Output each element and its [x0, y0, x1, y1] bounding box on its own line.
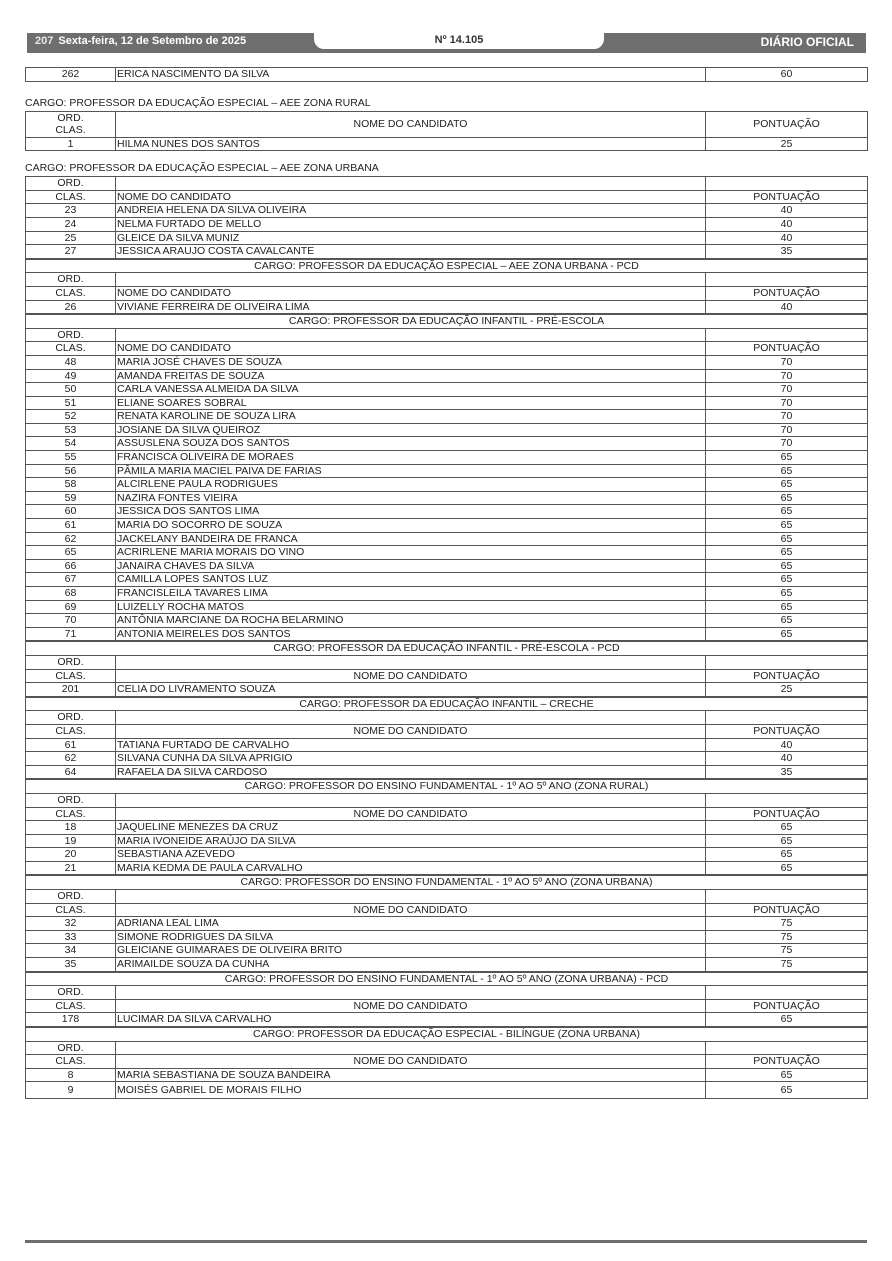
name-cell: JACKELANY BANDEIRA DE FRANCA — [116, 532, 706, 546]
ord-header-top: ORD. — [26, 711, 116, 725]
table-row — [26, 532, 868, 546]
name-cell: MARIA DO SOCORRO DE SOUZA — [116, 519, 706, 533]
table-row — [26, 587, 868, 601]
page-header — [27, 33, 866, 52]
ord-header-top: ORD. — [26, 655, 116, 669]
ord-cell: 49 — [26, 369, 116, 383]
ord-cell: 71 — [26, 627, 116, 641]
table-row — [26, 1013, 868, 1027]
score-cell: 65 — [706, 478, 868, 492]
table-row — [26, 505, 868, 519]
table-row — [26, 958, 868, 972]
score-header: PONTUAÇÃO — [706, 286, 868, 300]
ord-cell: 26 — [26, 300, 116, 314]
name-cell: JOSIANE DA SILVA QUEIROZ — [116, 423, 706, 437]
section-title-row — [26, 259, 868, 273]
table-row — [26, 600, 868, 614]
ord-header-bottom: CLAS. — [26, 724, 116, 738]
header-rule — [27, 50, 866, 53]
name-cell: CAMILLA LOPES SANTOS LUZ — [116, 573, 706, 587]
name-header: NOME DO CANDIDATO — [116, 669, 706, 683]
section-title: CARGO: PROFESSOR DA EDUCAÇÃO ESPECIAL – AEE ZONA RURAL — [25, 96, 371, 109]
name-cell: NAZIRA FONTES VIEIRA — [116, 491, 706, 505]
score-cell: 70 — [706, 410, 868, 424]
score-cell: 40 — [706, 217, 868, 231]
table-header-row — [26, 286, 868, 300]
score-cell: 65 — [706, 491, 868, 505]
table-row — [26, 137, 868, 151]
table-header-row-top — [26, 986, 868, 1000]
continuation-table — [25, 67, 868, 82]
score-header: PONTUAÇÃO — [706, 807, 868, 821]
score-cell: 65 — [706, 861, 868, 875]
ord-cell: 62 — [26, 752, 116, 766]
name-cell: JANAIRA CHAVES DA SILVA — [116, 559, 706, 573]
name-cell: SEBASTIANA AZEVEDO — [116, 848, 706, 862]
name-cell: PÂMILA MARIA MACIEL PAIVA DE FARIAS — [116, 464, 706, 478]
name-cell: ERICA NASCIMENTO DA SILVA — [116, 68, 706, 82]
table-row — [26, 217, 868, 231]
name-cell: LUIZELLY ROCHA MATOS — [116, 600, 706, 614]
score-header: PONTUAÇÃO — [706, 999, 868, 1013]
table-row — [26, 369, 868, 383]
name-cell: FRANCISLEILA TAVARES LIMA — [116, 587, 706, 601]
name-cell: ASSUSLENA SOUZA DOS SANTOS — [116, 437, 706, 451]
table-row — [26, 1068, 868, 1082]
ord-header-top: ORD. — [26, 986, 116, 1000]
section-title: CARGO: PROFESSOR DA EDUCAÇÃO INFANTIL – CRECHE — [26, 697, 868, 711]
ord-cell: 60 — [26, 505, 116, 519]
ord-cell: 70 — [26, 614, 116, 628]
score-cell: 40 — [706, 752, 868, 766]
score-cell: 65 — [706, 559, 868, 573]
score-header: PONTUAÇÃO — [706, 342, 868, 356]
name-cell: VIVIANE FERREIRA DE OLIVEIRA LIMA — [116, 300, 706, 314]
score-cell: 40 — [706, 738, 868, 752]
ord-cell: 55 — [26, 451, 116, 465]
ord-cell: 32 — [26, 917, 116, 931]
ord-cell: 19 — [26, 834, 116, 848]
table-header-row — [26, 190, 868, 204]
name-cell: JESSICA ARAUJO COSTA CAVALCANTE — [116, 245, 706, 259]
score-cell: 70 — [706, 423, 868, 437]
table-header-row-top — [26, 890, 868, 904]
ord-cell: 62 — [26, 532, 116, 546]
table-row — [26, 245, 868, 259]
score-cell: 70 — [706, 369, 868, 383]
name-cell: LUCIMAR DA SILVA CARVALHO — [116, 1013, 706, 1027]
name-cell: JESSICA DOS SANTOS LIMA — [116, 505, 706, 519]
name-cell: ANTÔNIA MARCIANE DA ROCHA BELARMINO — [116, 614, 706, 628]
ord-cell: 61 — [26, 738, 116, 752]
table-row — [26, 478, 868, 492]
edition-date: Sexta-feira, 12 de Setembro de 2025 — [58, 35, 247, 47]
page-number: 207 — [35, 35, 54, 47]
ord-cell: 56 — [26, 464, 116, 478]
section-title: CARGO: PROFESSOR DA EDUCAÇÃO ESPECIAL – AEE ZONA URBANA — [25, 162, 379, 175]
score-cell: 70 — [706, 383, 868, 397]
ord-cell: 8 — [26, 1068, 116, 1082]
table-row — [26, 683, 868, 697]
table-row — [26, 451, 868, 465]
score-header: PONTUAÇÃO — [706, 903, 868, 917]
name-cell: FRANCISCA OLIVEIRA DE MORAES — [116, 451, 706, 465]
name-header: NOME DO CANDIDATO — [116, 111, 706, 137]
footer-rule — [25, 1240, 867, 1243]
score-cell: 65 — [706, 614, 868, 628]
table-header-row-top — [26, 328, 868, 342]
name-cell: ELIANE SOARES SOBRAL — [116, 396, 706, 410]
table-row — [26, 861, 868, 875]
score-cell: 70 — [706, 355, 868, 369]
ord-header-bottom: CLAS. — [26, 342, 116, 356]
ord-cell: 20 — [26, 848, 116, 862]
table-row — [26, 765, 868, 779]
ord-cell: 53 — [26, 423, 116, 437]
score-cell: 40 — [706, 231, 868, 245]
table-header-row-top — [26, 177, 868, 191]
score-cell: 70 — [706, 437, 868, 451]
score-cell: 35 — [706, 245, 868, 259]
table-row — [26, 423, 868, 437]
ord-cell: 1 — [26, 137, 116, 151]
table-row — [26, 917, 868, 931]
table-row — [26, 383, 868, 397]
score-cell: 65 — [706, 600, 868, 614]
score-cell: 40 — [706, 204, 868, 218]
score-cell: 25 — [706, 137, 868, 151]
score-cell: 65 — [706, 627, 868, 641]
ord-header: ORD. CLAS. — [26, 111, 116, 137]
name-cell: ANDREIA HELENA DA SILVA OLIVEIRA — [116, 204, 706, 218]
section-title: CARGO: PROFESSOR DO ENSINO FUNDAMENTAL - 1º AO 5º ANO (ZONA URBANA) — [26, 876, 868, 890]
name-header: NOME DO CANDIDATO — [116, 807, 706, 821]
name-cell: HILMA NUNES DOS SANTOS — [116, 137, 706, 151]
ord-cell: 69 — [26, 600, 116, 614]
score-cell: 60 — [706, 68, 868, 82]
table-header-row-top — [26, 655, 868, 669]
score-header: PONTUAÇÃO — [706, 669, 868, 683]
name-header: NOME DO CANDIDATO — [116, 903, 706, 917]
score-cell: 65 — [706, 464, 868, 478]
section-title: CARGO: PROFESSOR DA EDUCAÇÃO ESPECIAL - BILÍNGUE (ZONA URBANA) — [26, 1028, 868, 1042]
table-row — [26, 68, 868, 82]
table-row — [26, 944, 868, 958]
ord-cell: 50 — [26, 383, 116, 397]
ord-cell: 35 — [26, 958, 116, 972]
table-row — [26, 573, 868, 587]
score-cell: 65 — [706, 848, 868, 862]
ord-cell: 58 — [26, 478, 116, 492]
score-cell: 65 — [706, 546, 868, 560]
ord-header-bottom: CLAS. — [26, 999, 116, 1013]
table-header-row — [26, 999, 868, 1013]
ord-cell: 59 — [26, 491, 116, 505]
score-cell: 75 — [706, 944, 868, 958]
table-row — [26, 355, 868, 369]
name-header: NOME DO CANDIDATO — [116, 190, 706, 204]
ord-cell: 51 — [26, 396, 116, 410]
name-cell: NELMA FURTADO DE MELLO — [116, 217, 706, 231]
ord-cell: 201 — [26, 683, 116, 697]
score-header: PONTUAÇÃO — [706, 190, 868, 204]
name-cell: MOISÉS GABRIEL DE MORAIS FILHO — [116, 1082, 706, 1099]
name-cell: MARIA JOSÉ CHAVES DE SOUZA — [116, 355, 706, 369]
table-row — [26, 204, 868, 218]
ord-header-top: ORD. — [26, 793, 116, 807]
score-cell: 65 — [706, 519, 868, 533]
table-row — [26, 834, 868, 848]
name-cell: MARIA KEDMA DE PAULA CARVALHO — [116, 861, 706, 875]
score-cell: 65 — [706, 451, 868, 465]
name-cell: MARIA IVONEIDE ARAÚJO DA SILVA — [116, 834, 706, 848]
name-cell: RAFAELA DA SILVA CARDOSO — [116, 765, 706, 779]
score-cell: 65 — [706, 505, 868, 519]
ord-header-top: ORD. — [26, 328, 116, 342]
table-row — [26, 559, 868, 573]
name-cell: JAQUELINE MENEZES DA CRUZ — [116, 821, 706, 835]
section-title-row — [26, 876, 868, 890]
section-title: CARGO: PROFESSOR DO ENSINO FUNDAMENTAL - 1º AO 5º ANO (ZONA RURAL) — [26, 780, 868, 794]
ord-cell: 24 — [26, 217, 116, 231]
table-row — [26, 300, 868, 314]
table-header-row — [26, 111, 868, 137]
name-header: NOME DO CANDIDATO — [116, 724, 706, 738]
table-row — [26, 848, 868, 862]
ord-cell: 66 — [26, 559, 116, 573]
score-cell: 65 — [706, 1082, 868, 1099]
table-header-row-top — [26, 273, 868, 287]
name-cell: ACRIRLENE MARIA MORAIS DO VINO — [116, 546, 706, 560]
ord-header-top: ORD. — [26, 1041, 116, 1055]
score-cell: 35 — [706, 765, 868, 779]
table-row — [26, 396, 868, 410]
score-cell: 65 — [706, 834, 868, 848]
name-cell: GLEICIANE GUIMARAES DE OLIVEIRA BRITO — [116, 944, 706, 958]
score-cell: 70 — [706, 396, 868, 410]
ord-cell: 25 — [26, 231, 116, 245]
score-cell: 65 — [706, 821, 868, 835]
table-header-row — [26, 1055, 868, 1069]
results-table-main — [25, 176, 868, 1099]
name-cell: ANTONIA MEIRELES DOS SANTOS — [116, 627, 706, 641]
table-header-row — [26, 669, 868, 683]
name-cell: ADRIANA LEAL LIMA — [116, 917, 706, 931]
section-title-row — [26, 315, 868, 329]
ord-cell: 262 — [26, 68, 116, 82]
section-title: CARGO: PROFESSOR DA EDUCAÇÃO ESPECIAL – AEE ZONA URBANA - PCD — [26, 259, 868, 273]
name-cell: CARLA VANESSA ALMEIDA DA SILVA — [116, 383, 706, 397]
table-row — [26, 231, 868, 245]
section-title: CARGO: PROFESSOR DA EDUCAÇÃO INFANTIL - PRÉ-ESCOLA — [26, 315, 868, 329]
name-header: NOME DO CANDIDATO — [116, 1055, 706, 1069]
table-row — [26, 464, 868, 478]
ord-header-top: ORD. — [26, 890, 116, 904]
ord-cell: 33 — [26, 930, 116, 944]
table-row — [26, 738, 868, 752]
ord-header-bottom: CLAS. — [26, 807, 116, 821]
table-row — [26, 930, 868, 944]
score-cell: 65 — [706, 587, 868, 601]
results-table-rural-aee — [25, 111, 868, 152]
section-title-row — [26, 780, 868, 794]
ord-cell: 34 — [26, 944, 116, 958]
score-header: PONTUAÇÃO — [706, 724, 868, 738]
table-row — [26, 410, 868, 424]
name-cell: TATIANA FURTADO DE CARVALHO — [116, 738, 706, 752]
score-header: PONTUAÇÃO — [706, 111, 868, 137]
score-header: PONTUAÇÃO — [706, 1055, 868, 1069]
name-cell: CELIA DO LIVRAMENTO SOUZA — [116, 683, 706, 697]
score-cell: 65 — [706, 1068, 868, 1082]
ord-cell: 9 — [26, 1082, 116, 1099]
ord-cell: 68 — [26, 587, 116, 601]
header-date — [35, 35, 246, 47]
section-title-row — [26, 1028, 868, 1042]
ord-cell: 65 — [26, 546, 116, 560]
section-title-row — [26, 642, 868, 656]
score-cell: 40 — [706, 300, 868, 314]
name-cell: ALCIRLENE PAULA RODRIGUES — [116, 478, 706, 492]
ord-cell: 64 — [26, 765, 116, 779]
document-body — [25, 67, 867, 1099]
table-row — [26, 437, 868, 451]
name-header: NOME DO CANDIDATO — [116, 342, 706, 356]
table-header-row — [26, 807, 868, 821]
table-header-row — [26, 724, 868, 738]
ord-cell: 52 — [26, 410, 116, 424]
table-header-row — [26, 342, 868, 356]
ord-header-bottom: CLAS. — [26, 1055, 116, 1069]
ord-cell: 54 — [26, 437, 116, 451]
name-cell: MARIA SEBASTIANA DE SOUZA BANDEIRA — [116, 1068, 706, 1082]
table-row — [26, 491, 868, 505]
table-row — [26, 519, 868, 533]
ord-cell: 27 — [26, 245, 116, 259]
score-cell: 25 — [706, 683, 868, 697]
table-row — [26, 1082, 868, 1099]
ord-cell: 23 — [26, 204, 116, 218]
score-cell: 65 — [706, 573, 868, 587]
section-title-row — [26, 972, 868, 986]
name-cell: ARIMAILDE SOUZA DA CUNHA — [116, 958, 706, 972]
journal-title: DIÁRIO OFICIAL — [760, 35, 854, 49]
table-row — [26, 821, 868, 835]
ord-cell: 21 — [26, 861, 116, 875]
ord-header-bottom: CLAS. — [26, 286, 116, 300]
ord-cell: 178 — [26, 1013, 116, 1027]
score-cell: 75 — [706, 930, 868, 944]
ord-header-top: ORD. — [26, 177, 116, 191]
name-cell: SILVANA CUNHA DA SILVA APRIGIO — [116, 752, 706, 766]
table-header-row — [26, 903, 868, 917]
score-cell: 65 — [706, 532, 868, 546]
edition-number: Nº 14.105 — [434, 34, 484, 46]
score-cell: 75 — [706, 917, 868, 931]
name-cell: SIMONE RODRIGUES DA SILVA — [116, 930, 706, 944]
table-header-row-top — [26, 711, 868, 725]
name-cell: GLEICE DA SILVA MUNIZ — [116, 231, 706, 245]
score-cell: 65 — [706, 1013, 868, 1027]
score-cell: 75 — [706, 958, 868, 972]
ord-cell: 18 — [26, 821, 116, 835]
table-header-row-top — [26, 1041, 868, 1055]
name-header: NOME DO CANDIDATO — [116, 999, 706, 1013]
ord-cell: 48 — [26, 355, 116, 369]
name-cell: AMANDA FREITAS DE SOUZA — [116, 369, 706, 383]
section-title: CARGO: PROFESSOR DA EDUCAÇÃO INFANTIL - PRÉ-ESCOLA - PCD — [26, 642, 868, 656]
ord-cell: 61 — [26, 519, 116, 533]
table-row — [26, 546, 868, 560]
ord-header-bottom: CLAS. — [26, 669, 116, 683]
ord-header-bottom: CLAS. — [26, 190, 116, 204]
name-header: NOME DO CANDIDATO — [116, 286, 706, 300]
ord-cell: 67 — [26, 573, 116, 587]
table-row — [26, 614, 868, 628]
section-title-row — [26, 697, 868, 711]
ord-header-bottom: CLAS. — [26, 903, 116, 917]
table-row — [26, 752, 868, 766]
table-header-row-top — [26, 793, 868, 807]
section-title: CARGO: PROFESSOR DO ENSINO FUNDAMENTAL - 1º AO 5º ANO (ZONA URBANA) - PCD — [26, 972, 868, 986]
name-cell: RENATA KAROLINE DE SOUZA LIRA — [116, 410, 706, 424]
ord-header-top: ORD. — [26, 273, 116, 287]
table-row — [26, 627, 868, 641]
